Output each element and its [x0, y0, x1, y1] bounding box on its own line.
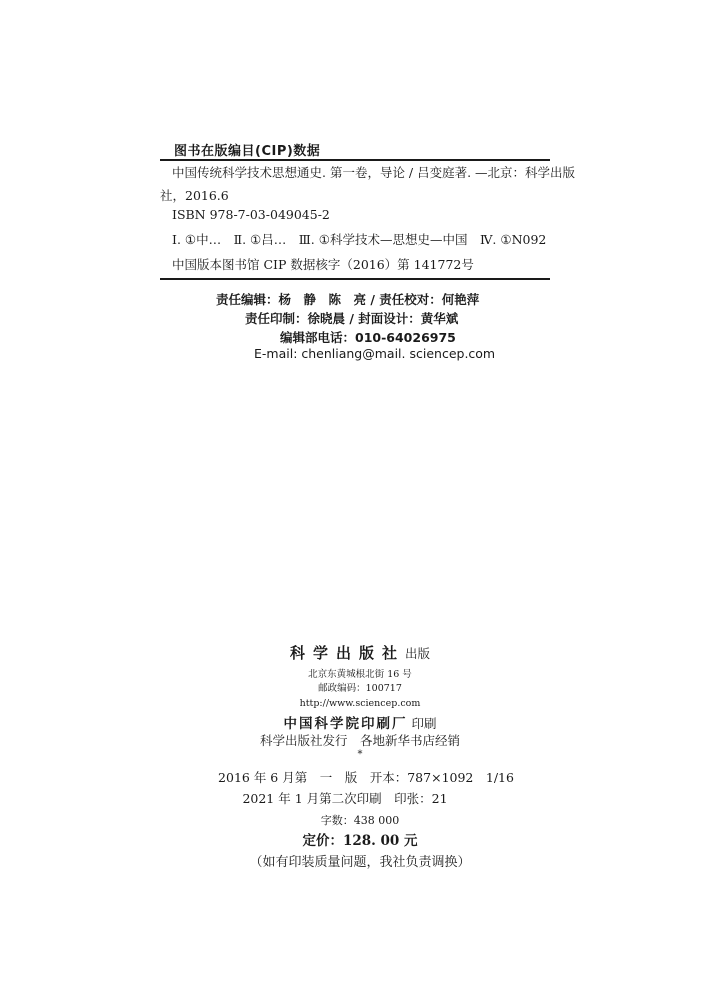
credits-editors: 责任编辑：杨 静 陈 亮 / 责任校对：何艳萍 — [216, 292, 480, 307]
printer-suffix: 印刷 — [411, 716, 437, 731]
word-count: 字数：438 000 — [320, 814, 400, 827]
credits-print-design: 责任印制：徐晓晨 / 封面设计：黄华斌 — [245, 311, 459, 326]
cip-top-rule — [160, 159, 550, 161]
publisher-line — [0, 642, 720, 663]
cip-isbn: ISBN 978-7-03-049045-2 — [172, 207, 330, 222]
distribution-line: 科学出版社发行 各地新华书店经销 — [259, 733, 460, 748]
cip-citation-line2: 社，2016.6 — [160, 188, 229, 203]
cip-citation-line1: 中国传统科学技术思想通史. 第一卷，导论 / 吕变庭著. —北京：科学出版 — [172, 165, 576, 180]
edition-line: 2016 年 6 月第 一 版 开本：787×1092 1/16 — [218, 770, 514, 785]
quality-note: （如有印装质量问题，我社负责调换） — [249, 855, 471, 870]
cip-classification: Ⅰ. ①中… Ⅱ. ①吕… Ⅲ. ①科学技术—思想史—中国 Ⅳ. ①N092 — [172, 232, 547, 247]
credits-email: E-mail: chenliang@mail. sciencep.com — [254, 346, 496, 361]
cip-data-number: 中国版本图书馆 CIP 数据核字（2016）第 141772号 — [172, 257, 474, 272]
cip-bottom-rule — [160, 278, 550, 280]
postal-code: 邮政编码：100717 — [318, 683, 402, 694]
publisher-suffix: 出版 — [405, 646, 431, 661]
publisher-address: 北京东黄城根北街 16 号 — [308, 669, 412, 680]
separator-mark: * — [357, 749, 363, 760]
printer-name: 中国科学院印刷厂 — [283, 716, 408, 732]
publisher-name: 科学出版社 — [289, 644, 405, 662]
printing-line: 2021 年 1 月第二次印刷 印张：21 — [242, 791, 448, 806]
cip-title: 图书在版编目(CIP)数据 — [174, 144, 321, 159]
price: 定价：128. 00 元 — [302, 833, 418, 849]
publisher-website: http://www.sciencep.com — [299, 698, 421, 709]
credits-phone: 编辑部电话：010-64026975 — [280, 330, 456, 345]
printer-line — [0, 712, 720, 732]
